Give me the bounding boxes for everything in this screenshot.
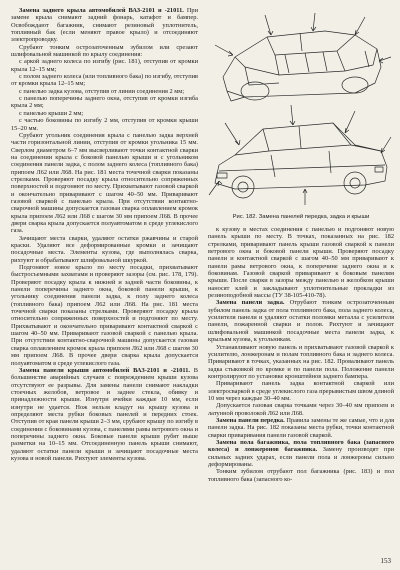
paragraph <box>11 58 198 73</box>
paragraph <box>11 88 198 95</box>
paragraph-text: с частью боковины по изгибу 2 мм, отступив от кромки крыши 15–20 мм. <box>11 117 198 132</box>
paragraph-text: Допускается газовая сварка точками через 30–40 мм припоем и латунной проволокой Л62 или Л68. <box>208 402 394 417</box>
left-text-column <box>11 7 198 462</box>
paragraph <box>11 132 198 235</box>
section-heading: Замена пола багажника, пола топливного бака (запасного колеса) и лонжеронов багажника. <box>208 438 394 454</box>
car-body-figure <box>205 5 396 221</box>
paragraph <box>208 380 394 402</box>
paragraph-text: Устанавливают новую панель и прихватывают газовой сваркой к усилителю, лонжеронам и полам топливного бака и заднего колеса. Приваривают в точках, указанных на рис. 182. Проваливают панель задка стыковкой по кромке и по панели пола. Положение панели контролируют по установке кронштейнов заднего бампера. <box>208 343 394 380</box>
paragraph-text: Правила замены те же самые, что и для панели задка. На рис. 182 показаны места рубки, точки контактной сварки приваривания панели газовой сваркой. <box>208 416 394 439</box>
paragraph <box>208 468 394 483</box>
paragraph <box>11 73 198 88</box>
paragraph <box>208 226 394 299</box>
section-heading: Замена заднего крыла автомобилей ВАЗ-2101 и -21011. <box>19 7 184 14</box>
paragraph <box>208 417 394 439</box>
paragraph-text: При замене крыла снимают задний фонарь, катафот и бампер. Освобождают багажник, снимают резиновый уплотнитель, топливный бак (если меняют правое крыло) и отсоединяют электропроводку. <box>11 7 198 44</box>
right-text-column <box>208 226 394 483</box>
paragraph-text: к кузову в местах соединения с панелью и подгоняют новую панель крыши по месту. В точках, показанных на рис. 182 стрелками, приваривают панель крыши газовой сваркой к панели ветрового окна и боковой панели крыши. Проверяют посадку панели и контактной сваркой с шагом 40–50 мм приваривают к панели рамы ветрового окна, к поперечине заднего окна и к боковинам. Газовой сваркой приваривают к боковым панелям крыши. После сварки в зазоры между панелью и желобком крыши наносят клей и закладывают уплотнительные прокладки из резиноподобной массы (ТУ 38-105-410-78). <box>208 226 394 300</box>
section-heading: Замена панели передка. <box>216 416 285 424</box>
paragraph <box>11 367 198 462</box>
section-heading: Замена панели задка. <box>216 299 285 307</box>
paragraph-text: с аркой заднего колеса по изгибу (рис. 181), отступив от кромки крыла 12–15 мм; <box>11 58 198 73</box>
paragraph <box>208 344 394 381</box>
paragraph-text: с панелью задка кузова, отступив от линии соединения 2 мм; <box>19 87 185 95</box>
page-number: 153 <box>380 557 391 565</box>
section-heading: Замена панели крыши автомобилей ВАЗ-2101 и -21011. <box>19 366 190 374</box>
paragraph <box>11 110 198 117</box>
paragraph-text: Зачищают места сварки, удаляют остатки ржавчины и старой краски. Удаляют все деформированные кромки и зачищают посадочные места. Элементы кузова, где выполнялась сварка, рихтуют и обрабатывают шлифовальной шкуркой. <box>11 234 198 264</box>
paragraph-text: Отрубают тонким острозаточенным зубилом панель задка от пола топливного бака, пола заднего колеса, усилителя панели и удаляют остатки поломки металла с усилителя панели, пожаренной сварки и полов. Рихтуют и зачищают шлифовальной машинкой посадочные места панели задка, к крыльям кузова, к угольникам. <box>208 299 394 344</box>
figure-caption: Рис. 182. Замена панелей передка, задка и крыши <box>232 214 370 220</box>
paragraph-text: Подгоняют новое крыло по месту посадки, прихватывают быстросъемными захватами и проверяют зазоры (см. рис. 178, 179). Проверяют посадку крыла к нижней и задней части боковины, к панели поперечины заднего окна, боковой панели крыши, к угольнику соединения панели задка, к полу заднего колеса (топливного бака) припоем Л62 или Л68. На рис. 181 места точечной сварки показаны стрелками. Проверяют посадку крыла относительно сопряженных поверхностей и подгоняют по месту. Прихватывают и окончательно приваривают контактной сваркой с шагом 40–50 мм. Приваривают газовой сваркой с панелью крыла. При отсутствии контактно-сварочной машины допускается газовая сварка оплавлением кромок крыла припоем Л62 или Л68 с шагом 30 мм припоем Л68. В прочее двери сварка крыла допускается полуавтоматом в среде углекислого газа. <box>11 264 198 367</box>
paragraph-text: с панелью поперечины заднего окна, отступив от кромки изгиба крыла 2 мм; <box>11 95 198 110</box>
car-body-illustration <box>205 5 396 215</box>
paragraph-text: В большинстве аварийных случаев с повреждением крыши кузова отсутствуют ее разрывы. Для замены панели снимают накладки стоечных желобов, ветровое и заднее стекла, обивку и принадлежности крыши. Изнутри ячейки каждые 10 мм, если изнутри не удается. Нож нельзя кладут на крышу кузова и определяют места рубки боковых панелей и передних стоек. Отступив от края панели крыши 2–3 мм, срубают крышу по изгибу в соединении с боковинами кузова, с панелями рамы ветрового окна и поперечины заднего окна. Боковые панели крыши рубят выше разметки на 10–15 мм. Отсоединенную панель крыши снимают, удаляют остатки панели крыши и зачищают посадочные места кузова и новой панели. Рихтуют элементы кузова. <box>11 366 198 462</box>
paragraph-text: Тонким зубилом отрубают пол багажника (рис. 183) и пол топливного бака (запасного ко- <box>208 468 394 483</box>
paragraph-text: Срубают тонким острозаточенным зубилом или срезают шлифовальной машинкой по крылу соединения: <box>11 43 198 59</box>
paragraph <box>11 95 198 110</box>
paragraph <box>11 264 198 367</box>
paragraph-text: с панелью крыши 2 мм; <box>19 109 84 117</box>
paragraph-text: Замену производят при сильных задних ударах, если панели пола и лонжероны сильно деформированы. <box>208 446 395 468</box>
paragraph <box>11 235 198 264</box>
paragraph <box>208 439 394 468</box>
paragraph-text: с полом заднего колеса (или топливного бака) по изгибу, отступив от кромки крыла 12–15 мм; <box>11 73 198 88</box>
paragraph-text: Приваривают панель задка контактной сваркой или электросваркой в среде углекислого газа прерывистым швом длиной 10 мм через каждые 30–40 мм. <box>208 380 394 402</box>
paragraph <box>11 117 198 132</box>
paragraph <box>208 402 394 417</box>
paragraph <box>11 44 198 59</box>
paragraph <box>208 299 394 343</box>
paragraph-text: Срубают угольник соединения крыла с панелью задка верхней части горизонтальной линии, отступив от кромки угольника 15 мм. Сверлом диаметром 6–7 мм высверливают точки контактной сварки на соединении крыла с боковой панелью крыши и с угольником соединения панели задка, с полом заднего колеса (топливного бака) припоем Л62 или Л68. На рис. 181 места точечной сварки показаны стрелками. Проверяют посадку крыла относительно сопряженных поверхностей и подгоняют по месту. Прихватывают газовой сваркой и окончательно приваривают с шагом 40–50 мм. Приваривают газовой сваркой с панелью крыла. При отсутствии контактно-сварочной машины допускается газовая сварка оплавлением кромок крыла припоем Л62 или Л68 с шагом 30 мм припоем Л68. В прочее двери сварка крыла допускается полуавтоматом в среде углекислого газа. <box>11 131 198 235</box>
paragraph <box>11 7 198 44</box>
